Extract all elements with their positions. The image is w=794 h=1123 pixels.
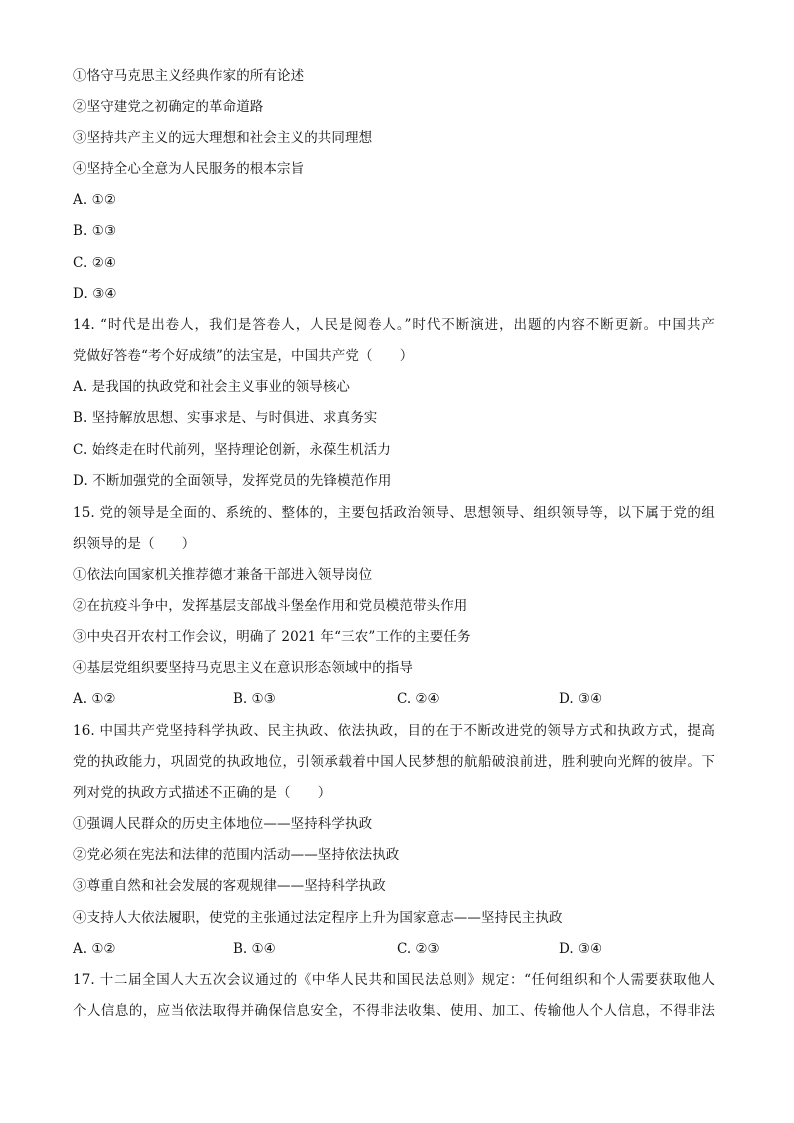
q14-option-d: D. 不断加强党的全面领导，发挥党员的先锋模范作用: [73, 473, 392, 489]
q15-options-row: [73, 689, 733, 709]
q16-option-c: C. ②③: [397, 941, 440, 957]
q16-item-2: ②党必须在宪法和法律的范围内活动——坚持依法执政: [73, 847, 400, 863]
q17-stem-line-1: 17. 十二届全国人大五次会议通过的《中华人民共和国民法总则》规定：“任何组织和个人需要获取他人: [73, 972, 715, 988]
q16-stem-line-3: 列对党的执政方式描述不正确的是（ ）: [73, 785, 332, 801]
q14-option-c: C. 始终走在时代前列，坚持理论创新，永葆生机活力: [73, 442, 391, 458]
q15-item-4: ④基层党组织要坚持马克思主义在意识形态领域中的指导: [73, 660, 413, 676]
q13-item-4: ④坚持全心全意为人民服务的根本宗旨: [73, 161, 305, 177]
q15-stem-line-2: 织领导的是（ ）: [73, 536, 196, 552]
q13-option-b: B. ①③: [73, 223, 117, 239]
q15-option-d: D. ③④: [559, 691, 603, 707]
q16-option-d: D. ③④: [559, 941, 603, 957]
q14-option-b: B. 坚持解放思想、实事求是、与时俱进、求真务实: [73, 410, 378, 426]
q13-item-3: ③坚持共产主义的远大理想和社会主义的共同理想: [73, 130, 373, 146]
q16-item-4: ④支持人大依法履职，使党的主张通过法定程序上升为国家意志——坚持民主执政: [73, 910, 563, 926]
q16-stem-line-1: 16. 中国共产党坚持科学执政、民主执政、依法执政，目的在于不断改进党的领导方式和执政方式，提高: [73, 723, 715, 739]
q13-option-c: C. ②④: [73, 255, 117, 271]
q14-stem-line-2: 党做好答卷“考个好成绩”的法宝是，中国共产党（ ）: [73, 348, 414, 364]
q13-option-a: A. ①②: [73, 192, 117, 208]
q15-stem-line-1: 15. 党的领导是全面的、系统的、整体的，主要包括政治领导、思想领导、组织领导等，以下属于党的组: [73, 505, 715, 521]
q13-option-d: D. ③④: [73, 286, 117, 302]
q16-options-row: [73, 939, 733, 959]
q14-stem-line-1: 14. “时代是出卷人，我们是答卷人，人民是阅卷人。”时代不断演进，出题的内容不断更新。中国共产: [73, 317, 715, 333]
q13-item-2: ②坚守建党之初确定的革命道路: [73, 99, 264, 115]
q15-item-1: ①依法向国家机关推荐德才兼备干部进入领导岗位: [73, 567, 373, 583]
q16-item-3: ③尊重自然和社会发展的客观规律——坚持科学执政: [73, 878, 386, 894]
q15-item-3: ③中央召开农村工作会议，明确了 2021 年“三农”工作的主要任务: [73, 629, 471, 645]
q15-item-2: ②在抗疫斗争中，发挥基层支部战斗堡垒作用和党员模范带头作用: [73, 598, 468, 614]
q16-stem-line-2: 党的执政能力，巩固党的执政地位，引领承载着中国人民梦想的航船破浪前进，胜利驶向光辉的彼岸。下: [73, 754, 715, 770]
q13-item-1: ①恪守马克思主义经典作家的所有论述: [73, 68, 305, 84]
q17-stem-line-2: 个人信息的，应当依法取得并确保信息安全，不得非法收集、使用、加工、传输他人个人信息，不得非法: [73, 1003, 715, 1019]
q16-option-b: B. ①④: [233, 941, 276, 957]
q16-item-1: ①强调人民群众的历史主体地位——坚持科学执政: [73, 816, 373, 832]
q16-option-a: A. ①②: [73, 941, 116, 957]
q15-option-c: C. ②④: [397, 691, 440, 707]
q14-option-a: A. 是我国的执政党和社会主义事业的领导核心: [73, 379, 351, 395]
q15-option-a: A. ①②: [73, 691, 116, 707]
q15-option-b: B. ①③: [233, 691, 276, 707]
